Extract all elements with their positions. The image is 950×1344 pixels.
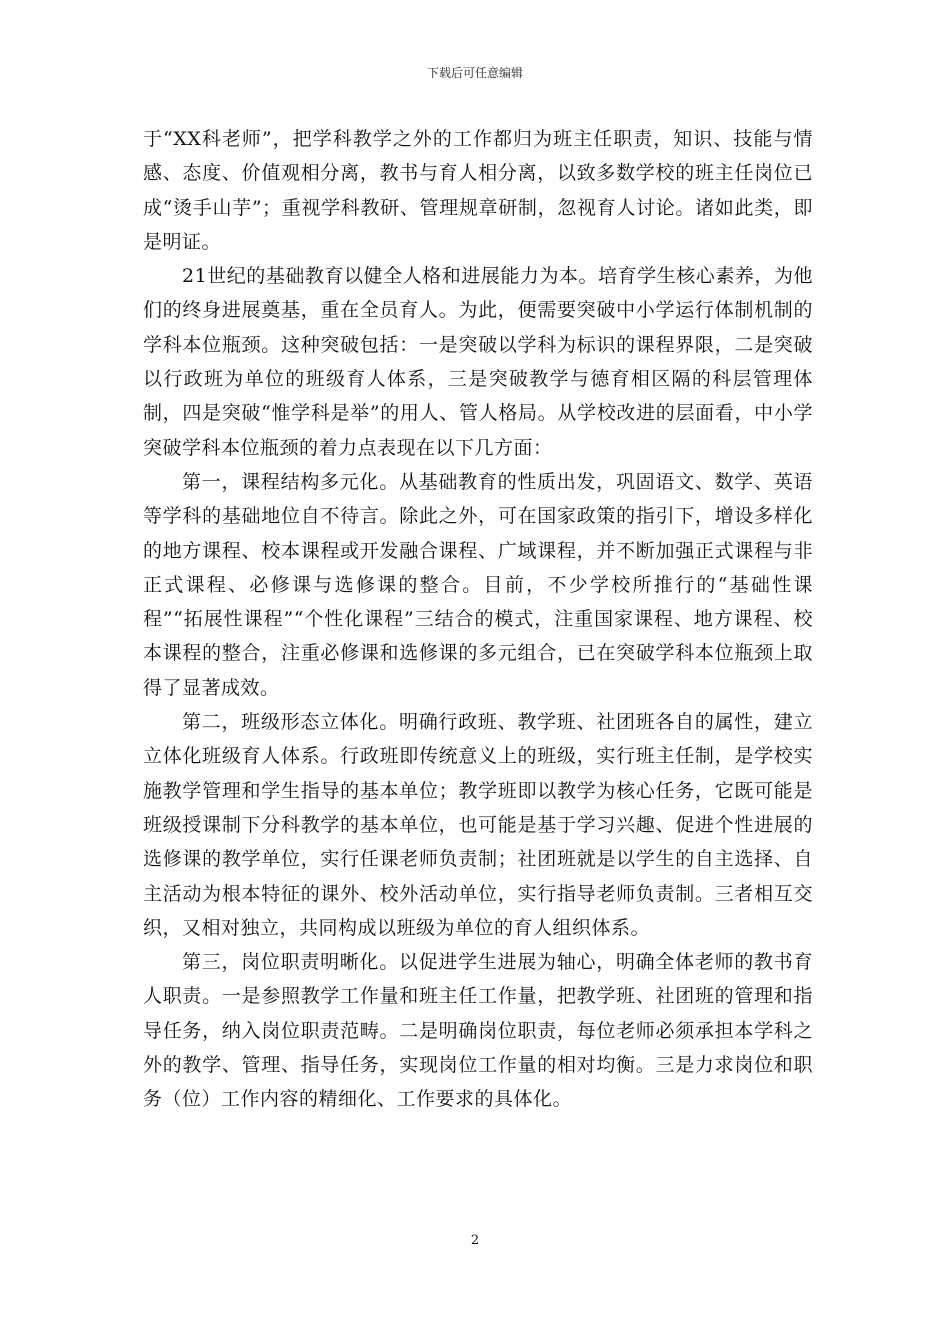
page-number: 2: [470, 1233, 480, 1248]
page-header: 下载后可任意编辑: [426, 66, 523, 80]
paragraph-continuation: 于“XX科老师”，把学科教学之外的工作都归为班主任职责，知识、技能与情感、态度、价值观相分离，教书与育人相分离，以致多数学校的班主任岗位已成“烫手山芋”；重视学科教研、管理规章研制，忽视育人讨论。诸如此类，即是明证。: [143, 128, 813, 253]
paragraph-post-duties: 第三，岗位职责明晰化。以促进学生进展为轴心，明确全体老师的教书育人职责。一是参照教学工作量和班主任工作量，把教学班、社团班的管理和指导任务，纳入岗位职责范畴。二是明确岗位职责，每位老师必须承担本学科之外的教学、管理、指导任务，实现岗位工作量的相对均衡。三是力求岗位和职务（位）工作内容的精细化、工作要求的具体化。: [143, 951, 813, 1111]
paragraph-curriculum-structure: 第一，课程结构多元化。从基础教育的性质出发，巩固语文、数学、英语等学科的基础地位自不待言。除此之外，可在国家政策的指引下，增设多样化的地方课程、校本课程或开发融合课程、广域课程，并不断加强正式课程与非正式课程、必修课与选修课的整合。目前，不少学校所推行的“基础性课程”“拓展性课程”“个性化课程”三结合的模式，注重国家课程、地方课程、校本课程的整合，注重必修课和选修课的多元组合，已在突破学科本位瓶颈上取得了显著成效。: [143, 470, 813, 699]
paragraph-basic-education: 21世纪的基础教育以健全人格和进展能力为本。培育学生核心素养，为他们的终身进展奠基，重在全员育人。为此，便需要突破中小学运行体制机制的学科本位瓶颈。这种突破包括：一是突破以学科为标识的课程界限，二是突破以行政班为单位的班级育人体系，三是突破教学与德育相区隔的科层管理体制，四是突破“惟学科是举”的用人、管人格局。从学校改进的层面看，中小学突破学科本位瓶颈的着力点表现在以下几方面：: [143, 265, 813, 459]
paragraph-class-form: 第二，班级形态立体化。明确行政班、教学班、社团班各自的属性，建立立体化班级育人体系。行政班即传统意义上的班级，实行班主任制，是学校实施教学管理和学生指导的基本单位；教学班即以教学为核心任务，它既可能是班级授课制下分科教学的基本单位，也可能是基于学习兴趣、促进个性进展的选修课的教学单位，实行任课老师负责制；社团班就是以学生的自主选择、自主活动为根本特征的课外、校外活动单位，实行指导老师负责制。三者相互交织，又相对独立，共同构成以班级为单位的育人组织体系。: [143, 711, 813, 939]
document-body: [143, 122, 813, 1117]
